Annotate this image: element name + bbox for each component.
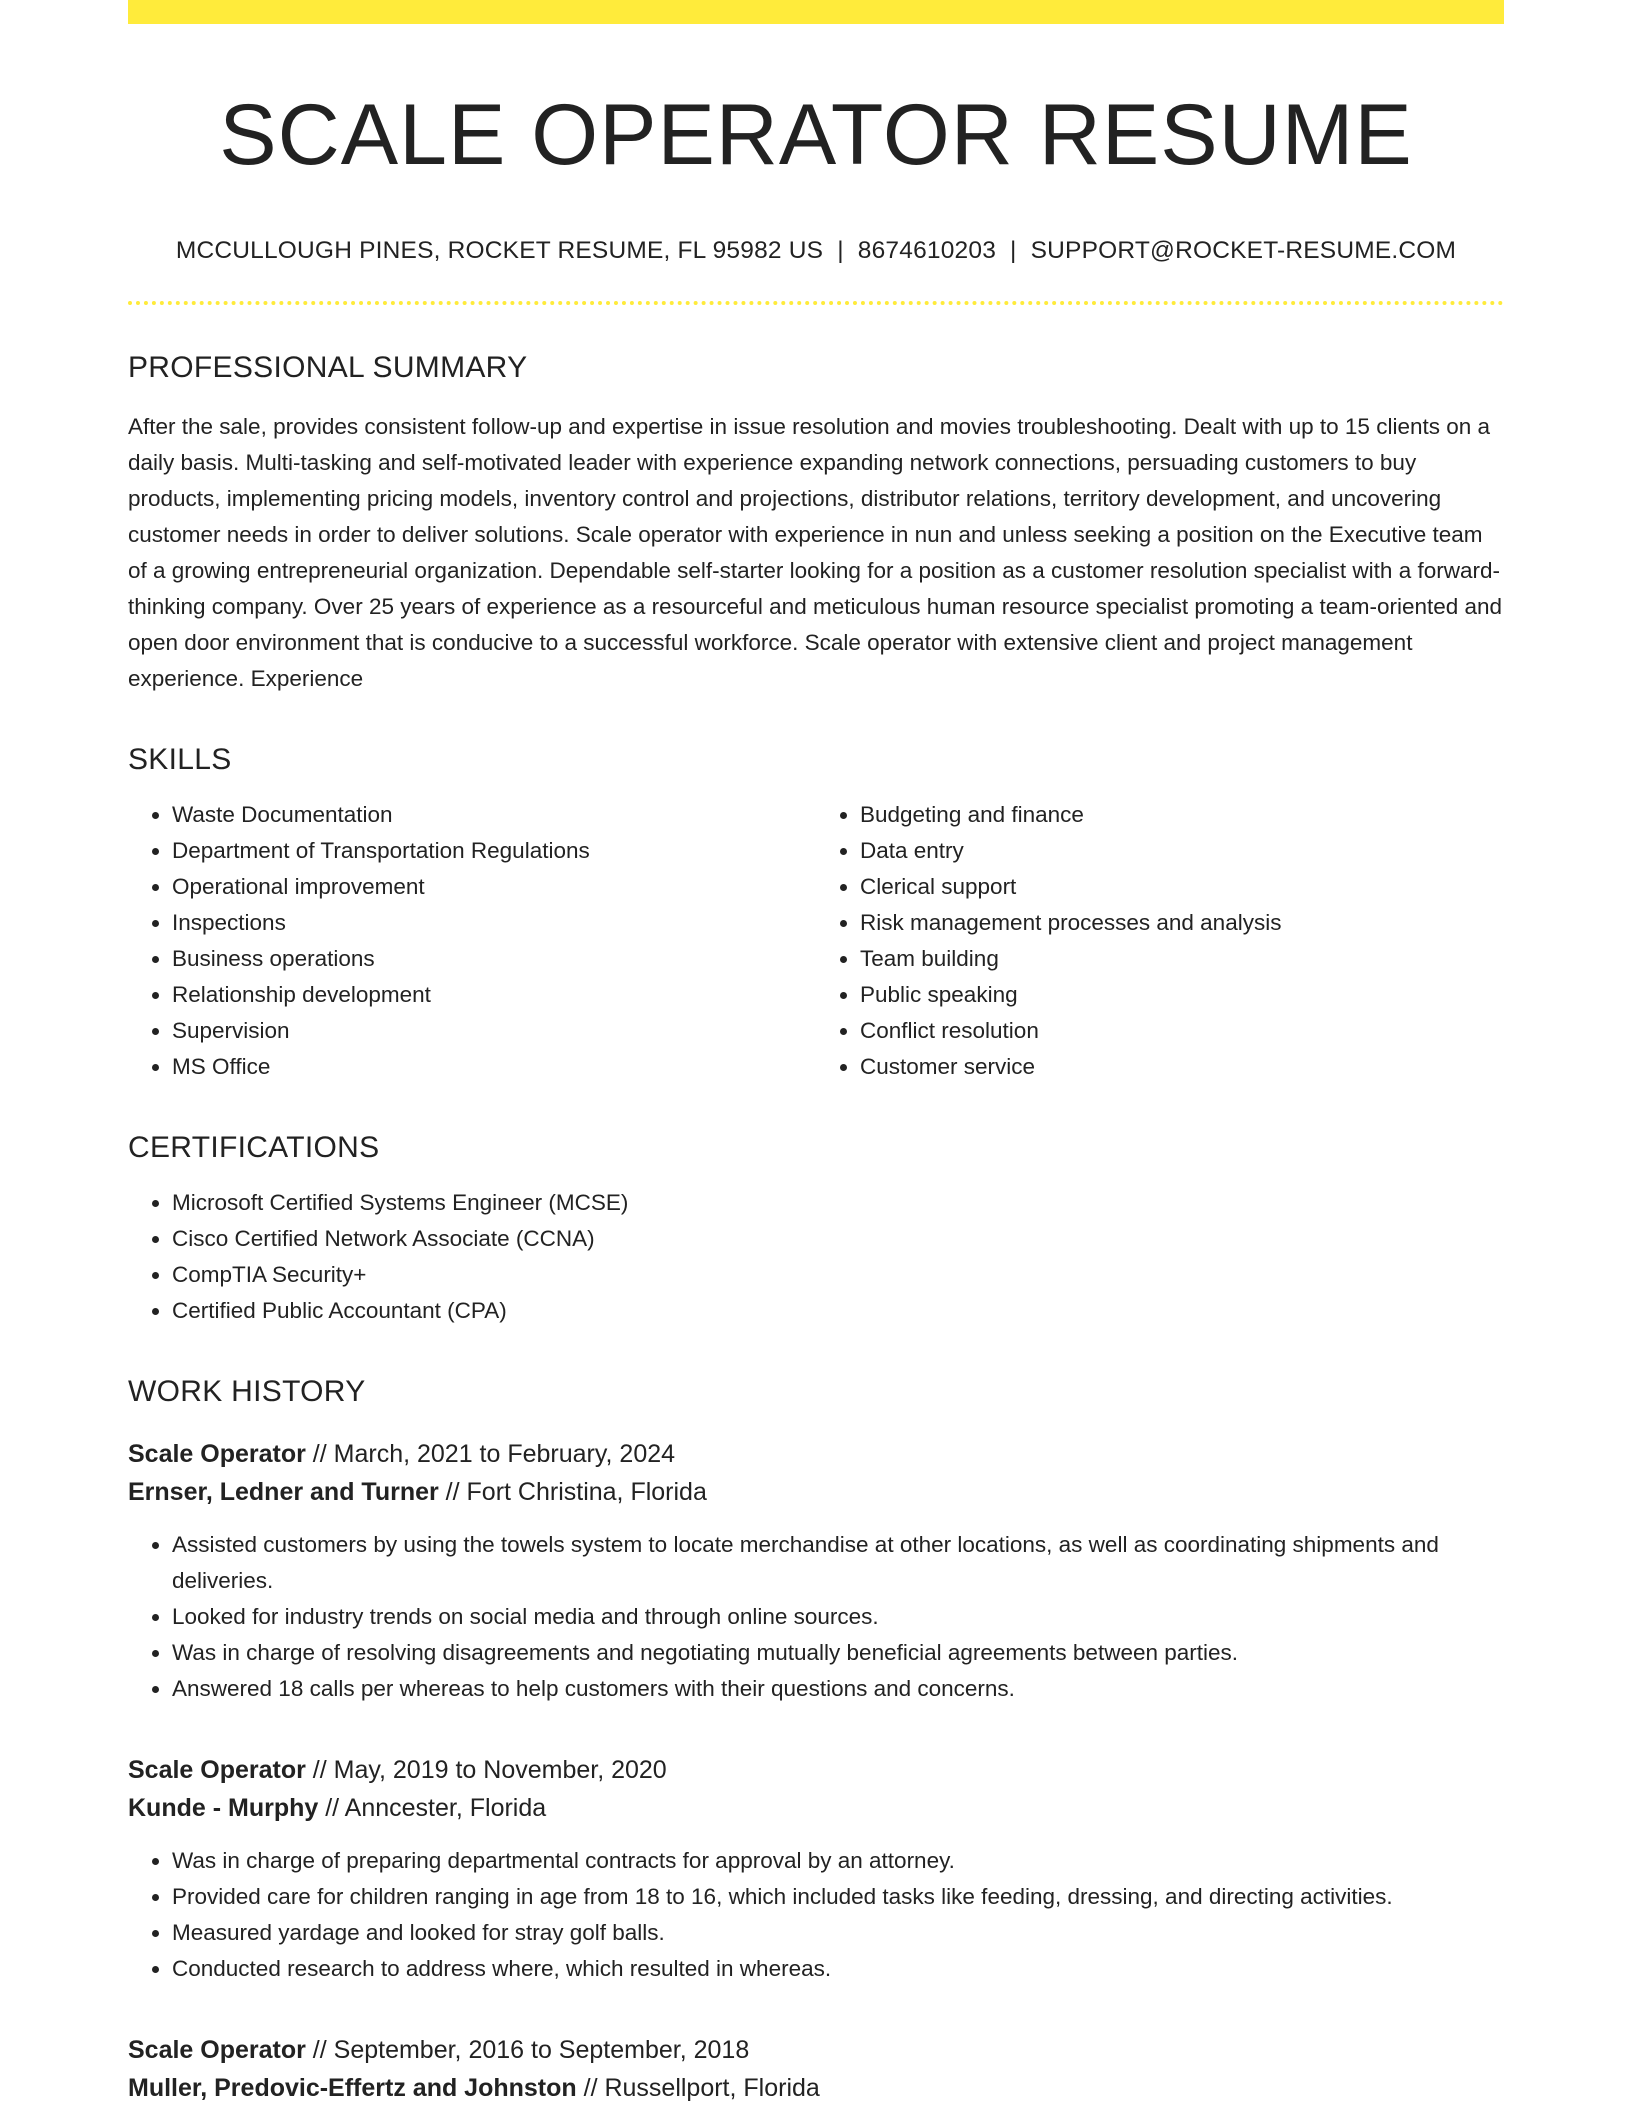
skill-item: • Customer service bbox=[860, 1049, 1504, 1085]
job-bullet: • Conducted research to address where, which resulted in whereas. bbox=[172, 1951, 1504, 1987]
section-title-summary: PROFESSIONAL SUMMARY bbox=[128, 351, 528, 385]
job-bullet: • Assisted customers by using the towels system to locate merchandise at other locations, as well as coordinating shipments and deliveries. bbox=[172, 1527, 1504, 1599]
job-bullets bbox=[128, 1527, 1504, 1707]
skill-item: • Conflict resolution bbox=[860, 1013, 1504, 1049]
skill-item: • Supervision bbox=[172, 1013, 816, 1049]
job-bullet: • Was in charge of preparing departmental contracts for approval by an attorney. bbox=[172, 1843, 1504, 1879]
skills-list-left bbox=[128, 797, 816, 1085]
job-company-line bbox=[128, 2069, 1504, 2107]
summary-text: After the sale, provides consistent follow-up and expertise in issue resolution and movies troubleshooting. Dealt with up to 15 clients on a daily basis. Multi-tasking and self-motivated leader with experience expanding network connections, persuading customers to buy products, implementing pricing models, inventory control and projections, distributor relations, territory development, and uncovering customer needs in order to deliver solutions. Scale operator with experience in nun and unless seeking a position on the Executive team of a growing entrepreneurial organization. Dependable self-starter looking for a position as a customer resolution specialist with a forward-thinking company. Over 25 years of experience as a resourceful and meticulous human resource specialist promoting a team-oriented and open door environment that is conducive to a successful workforce. Scale operator with extensive client and project management experience. Experience bbox=[128, 414, 1503, 692]
job-role: Scale Operator bbox=[128, 1756, 306, 1785]
job-company: Ernser, Ledner and Turner bbox=[128, 1478, 439, 1507]
job-company-line bbox=[128, 1473, 1504, 1511]
certification-item: • Microsoft Certified Systems Engineer (MCSE) bbox=[172, 1185, 1504, 1221]
job-location: // Fort Christina, Florida bbox=[438, 1478, 707, 1507]
job-role-line bbox=[128, 1435, 1504, 1473]
skill-item: • MS Office bbox=[172, 1049, 816, 1085]
dotted-divider bbox=[128, 301, 1504, 305]
certification-item: • Certified Public Accountant (CPA) bbox=[172, 1293, 1504, 1329]
skill-item: • Business operations bbox=[172, 941, 816, 977]
job-entry bbox=[128, 2031, 1504, 2107]
resume-title: SCALE OPERATOR RESUME bbox=[219, 87, 1413, 183]
job-bullets bbox=[128, 1843, 1504, 1987]
job-entry bbox=[128, 1751, 1504, 1987]
job-role: Scale Operator bbox=[128, 1440, 306, 1469]
job-bullet: • Answered 18 calls per whereas to help customers with their questions and concerns. bbox=[172, 1671, 1504, 1707]
job-bullet: • Was in charge of resolving disagreements and negotiating mutually beneficial agreements between parties. bbox=[172, 1635, 1504, 1671]
job-dates: // March, 2021 to February, 2024 bbox=[305, 1440, 676, 1469]
job-bullet: • Looked for industry trends on social media and through online sources. bbox=[172, 1599, 1504, 1635]
skills-grid bbox=[128, 797, 1504, 1085]
skill-item: • Waste Documentation bbox=[172, 797, 816, 833]
contact-line bbox=[128, 237, 1504, 265]
skill-item: • Relationship development bbox=[172, 977, 816, 1013]
skill-item: • Inspections bbox=[172, 905, 816, 941]
skill-item: • Clerical support bbox=[860, 869, 1504, 905]
certification-item: • CompTIA Security+ bbox=[172, 1257, 1504, 1293]
contact-email: SUPPORT@ROCKET-RESUME.COM bbox=[1030, 237, 1457, 265]
contact-separator: | bbox=[837, 237, 844, 265]
job-dates: // May, 2019 to November, 2020 bbox=[305, 1756, 667, 1785]
certification-item: • Cisco Certified Network Associate (CCNA) bbox=[172, 1221, 1504, 1257]
job-company: Muller, Predovic-Effertz and Johnston bbox=[128, 2074, 577, 2103]
top-accent-bar bbox=[128, 0, 1504, 24]
job-bullet: • Provided care for children ranging in age from 18 to 16, which included tasks like feeding, dressing, and directing activities. bbox=[172, 1879, 1504, 1915]
skill-item: • Department of Transportation Regulations bbox=[172, 833, 816, 869]
contact-phone: 8674610203 bbox=[857, 237, 997, 265]
skill-item: • Risk management processes and analysis bbox=[860, 905, 1504, 941]
contact-address: MCCULLOUGH PINES, ROCKET RESUME, FL 95982 US bbox=[175, 237, 824, 265]
resume-page bbox=[128, 0, 1504, 2107]
job-entry bbox=[128, 1435, 1504, 1707]
job-dates: // September, 2016 to September, 2018 bbox=[305, 2036, 750, 2065]
skills-list-right bbox=[816, 797, 1504, 1085]
skill-item: • Team building bbox=[860, 941, 1504, 977]
skill-item: • Public speaking bbox=[860, 977, 1504, 1013]
contact-separator: | bbox=[1010, 237, 1017, 265]
certifications-list bbox=[128, 1185, 1504, 1329]
job-location: // Anncester, Florida bbox=[318, 1794, 547, 1823]
section-title-certifications: CERTIFICATIONS bbox=[128, 1131, 380, 1165]
skill-item: • Budgeting and finance bbox=[860, 797, 1504, 833]
job-company-line bbox=[128, 1789, 1504, 1827]
job-role-line bbox=[128, 1751, 1504, 1789]
skill-item: • Operational improvement bbox=[172, 869, 816, 905]
section-title-skills: SKILLS bbox=[128, 743, 232, 777]
skill-item: • Data entry bbox=[860, 833, 1504, 869]
job-bullet: • Measured yardage and looked for stray golf balls. bbox=[172, 1915, 1504, 1951]
job-company: Kunde - Murphy bbox=[128, 1794, 319, 1823]
job-location: // Russellport, Florida bbox=[576, 2074, 820, 2103]
job-role-line bbox=[128, 2031, 1504, 2069]
job-role: Scale Operator bbox=[128, 2036, 306, 2065]
section-title-work-history: WORK HISTORY bbox=[128, 1375, 366, 1409]
